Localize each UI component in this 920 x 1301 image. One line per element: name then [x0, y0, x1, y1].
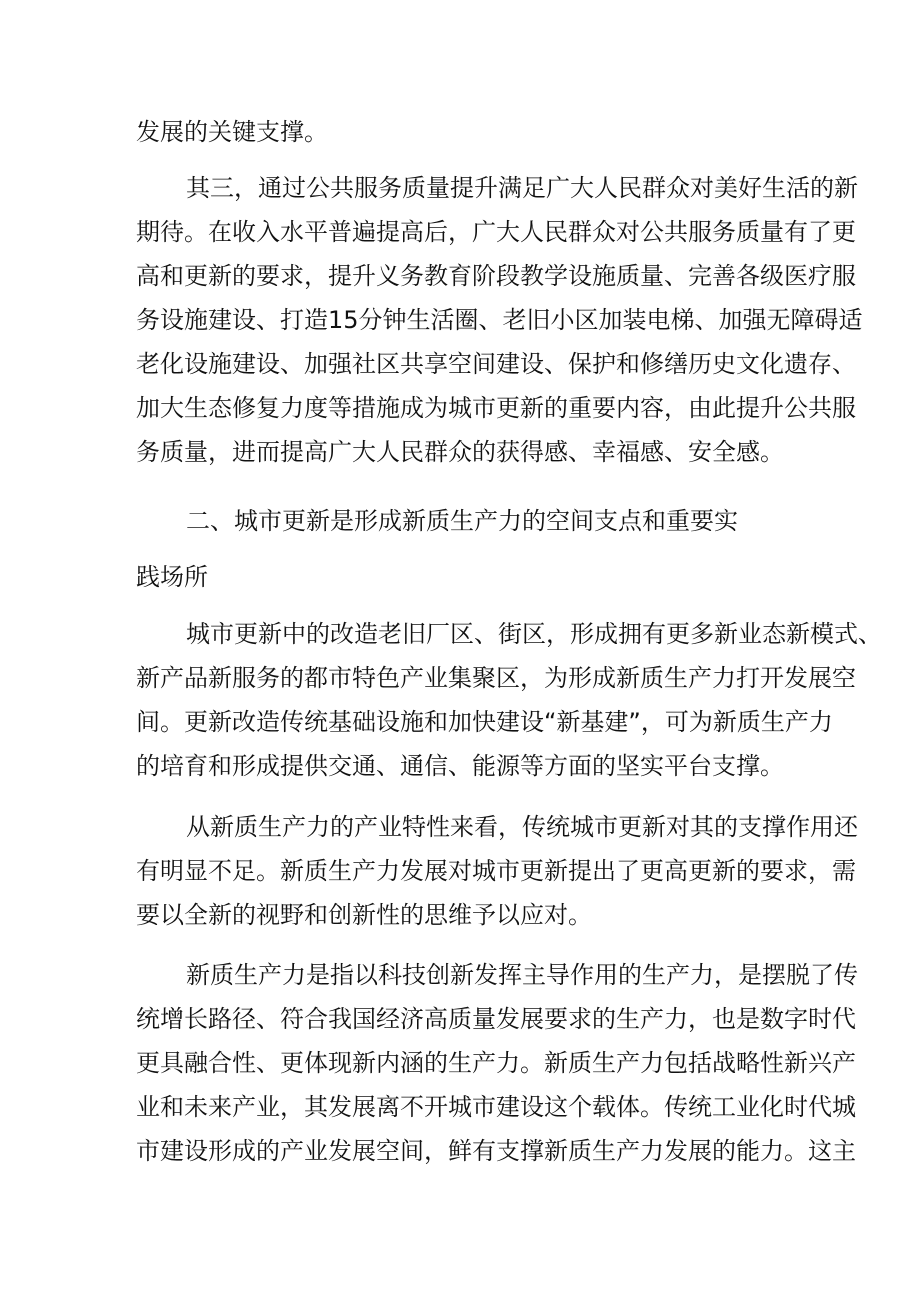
paragraph-line: 加大生态修复力度等措施成为城市更新的重要内容，由此提升公共服: [136, 394, 856, 422]
paragraph-line: 新产品新服务的都市特色产业集聚区，为形成新质生产力打开发展空: [136, 664, 856, 692]
paragraph-line: 业和未来产业，其发展离不开城市建设这个载体。传统工业化时代城: [136, 1093, 856, 1121]
paragraph-line: 间。更新改造传统基础设施和加快建设“新基建”，可为新质生产力: [136, 708, 833, 736]
paragraph-line: 更具融合性、更体现新内涵的生产力。新质生产力包括战略性新兴产: [136, 1049, 856, 1077]
paragraph-line: 要以全新的视野和创新性的思维予以应对。: [136, 901, 592, 929]
paragraph-line: 务设施建设、打造15分钟生活圈、老旧小区加装电梯、加强无障碍适: [136, 306, 863, 334]
paragraph-line: 从新质生产力的产业特性来看，传统城市更新对其的支撑作用还: [186, 813, 858, 841]
section-heading: 践场所: [136, 563, 208, 591]
paragraph-line: 新质生产力是指以科技创新发挥主导作用的生产力，是摆脱了传: [186, 961, 858, 989]
paragraph-line: 务质量，进而提高广大人民群众的获得感、幸福感、安全感。: [136, 438, 784, 466]
paragraph-line: 城市更新中的改造老旧厂区、街区，形成拥有更多新业态新模式、: [186, 620, 882, 648]
paragraph-line: 其三，通过公共服务质量提升满足广大人民群众对美好生活的新: [186, 174, 858, 202]
paragraph-line: 统增长路径、符合我国经济高质量发展要求的生产力，也是数字时代: [136, 1005, 856, 1033]
paragraph-line: 老化设施建设、加强社区共享空间建设、保护和修缮历史文化遗存、: [136, 350, 856, 378]
paragraph-line: 的培育和形成提供交通、通信、能源等方面的坚实平台支撑。: [136, 752, 784, 780]
paragraph-line: 发展的关键支撑。: [136, 118, 328, 146]
paragraph-line: 高和更新的要求，提升义务教育阶段教学设施质量、完善各级医疗服: [136, 262, 856, 290]
paragraph-line: 期待。在收入水平普遍提高后，广大人民群众对公共服务质量有了更: [136, 218, 856, 246]
section-heading: 二、城市更新是形成新质生产力的空间支点和重要实: [186, 507, 738, 535]
paragraph-line: 市建设形成的产业发展空间，鲜有支撑新质生产力发展的能力。这主: [136, 1137, 856, 1165]
paragraph-line: 有明显不足。新质生产力发展对城市更新提出了更高更新的要求，需: [136, 857, 856, 885]
